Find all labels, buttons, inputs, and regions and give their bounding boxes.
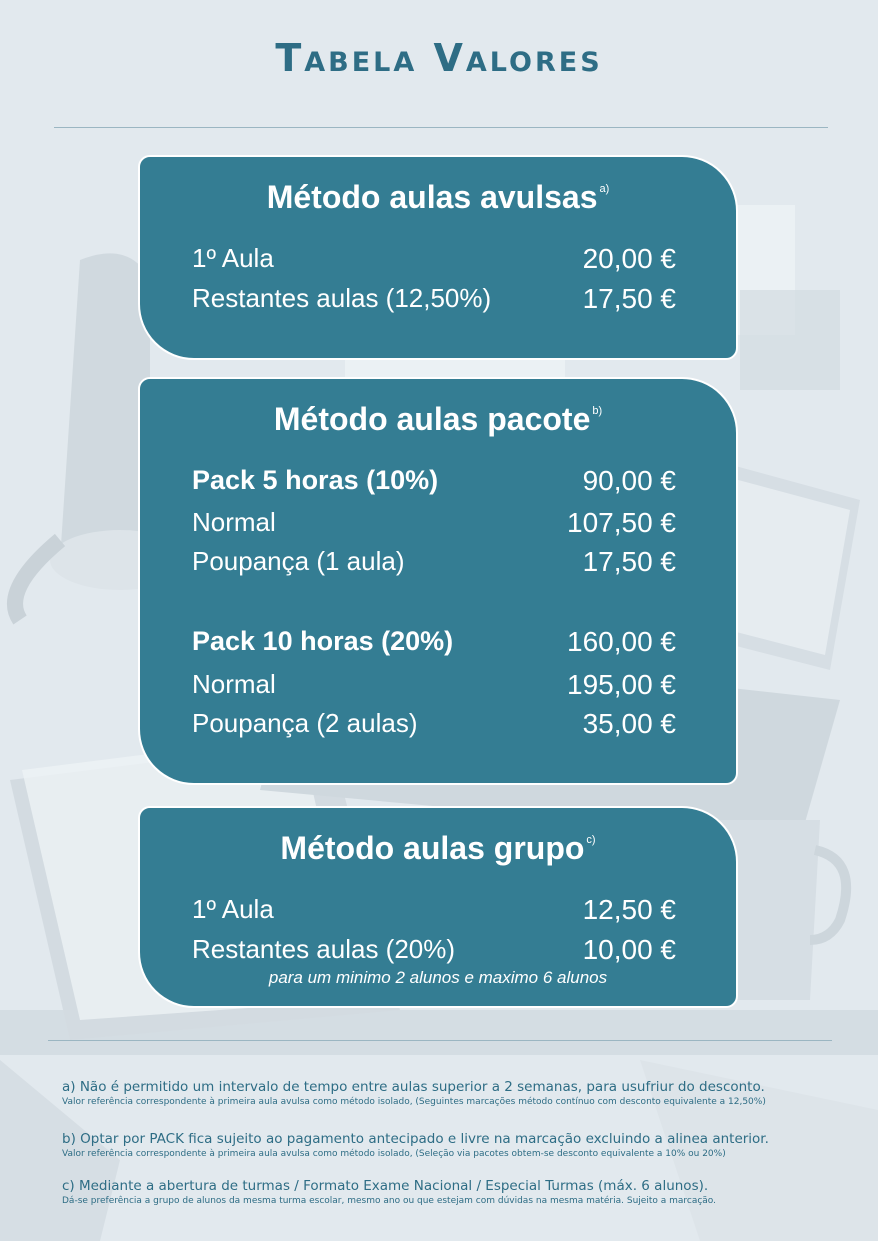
card-grupo (138, 806, 738, 1008)
pack-row (192, 465, 676, 501)
price-label: 1º Aula (192, 894, 274, 924)
price-row (192, 669, 676, 705)
card-avulsas (138, 155, 738, 360)
price-row (192, 708, 676, 744)
price-row (192, 894, 676, 930)
footnote-main: b) Optar por PACK fica sujeito ao pagamento antecipado e livre na marcação excluindo a alinea anterior. (62, 1131, 769, 1147)
price-label: Restantes aulas (12,50%) (192, 283, 492, 313)
price-row (192, 243, 676, 279)
pack-value: 90,00 € (582, 465, 676, 496)
price-label: Restantes aulas (20%) (192, 934, 456, 964)
price-value: 20,00 € (582, 243, 676, 274)
footnote-main: c) Mediante a abertura de turmas / Formato Exame Nacional / Especial Turmas (máx. 6 alunos). (62, 1178, 709, 1194)
pack-row (192, 626, 676, 662)
price-value: 195,00 € (567, 669, 676, 700)
price-label: Normal (192, 669, 276, 699)
bottom-divider (48, 1040, 832, 1041)
card-title-text: Método aulas grupo (280, 830, 585, 866)
pack-label: Pack 10 horas (20%) (192, 626, 454, 656)
price-row (192, 507, 676, 543)
footnote-a (62, 1079, 842, 1108)
price-value: 17,50 € (582, 546, 676, 577)
footnote-marker: b) (592, 405, 603, 417)
top-divider (54, 127, 828, 128)
footnote-sub: Valor referência correspondente à primeira aula avulsa como método isolado, (Seguintes marcações método contínuo com desconto equivalente a 12,50%) (62, 1097, 766, 1107)
footnote-c (62, 1178, 842, 1207)
footnote-marker: a) (599, 183, 610, 195)
group-note: para um minimo 2 alunos e maximo 6 alunos (268, 968, 608, 987)
price-value: 12,50 € (582, 894, 676, 925)
page-title: Tabela Valores (275, 36, 603, 80)
card-title-text: Método aulas avulsas (266, 179, 598, 215)
footnote-main: a) Não é permitido um intervalo de tempo entre aulas superior a 2 semanas, para usufriur do desconto. (62, 1079, 765, 1095)
footnote-sub: Valor referência correspondente à primeira aula avulsa como método isolado, (Seleção via pacotes obtem-se desconto equivalente a 10% ou 20%) (62, 1149, 726, 1159)
price-label: Poupança (1 aula) (192, 546, 405, 576)
price-value: 35,00 € (582, 708, 676, 739)
pack-label: Pack 5 horas (10%) (192, 465, 439, 495)
price-row (192, 934, 676, 970)
card-pacote (138, 377, 738, 785)
price-row (192, 283, 676, 319)
price-row (192, 546, 676, 582)
price-label: 1º Aula (192, 243, 274, 273)
card-title (140, 401, 736, 438)
card-title (140, 179, 736, 216)
price-label: Poupança (2 aulas) (192, 708, 418, 738)
footnote-b (62, 1131, 842, 1160)
price-label: Normal (192, 507, 276, 537)
card-title (140, 830, 736, 867)
card-title-text: Método aulas pacote (273, 401, 591, 437)
pack-value: 160,00 € (567, 626, 676, 657)
footnote-marker: c) (586, 834, 596, 846)
price-value: 107,50 € (567, 507, 676, 538)
price-value: 10,00 € (582, 934, 676, 965)
price-value: 17,50 € (582, 283, 676, 314)
footnote-sub: Dá-se preferência a grupo de alunos da mesma turma escolar, mesmo ano ou que estejam com dúvidas na mesma matéria. Sujeito a marcação. (62, 1196, 717, 1206)
